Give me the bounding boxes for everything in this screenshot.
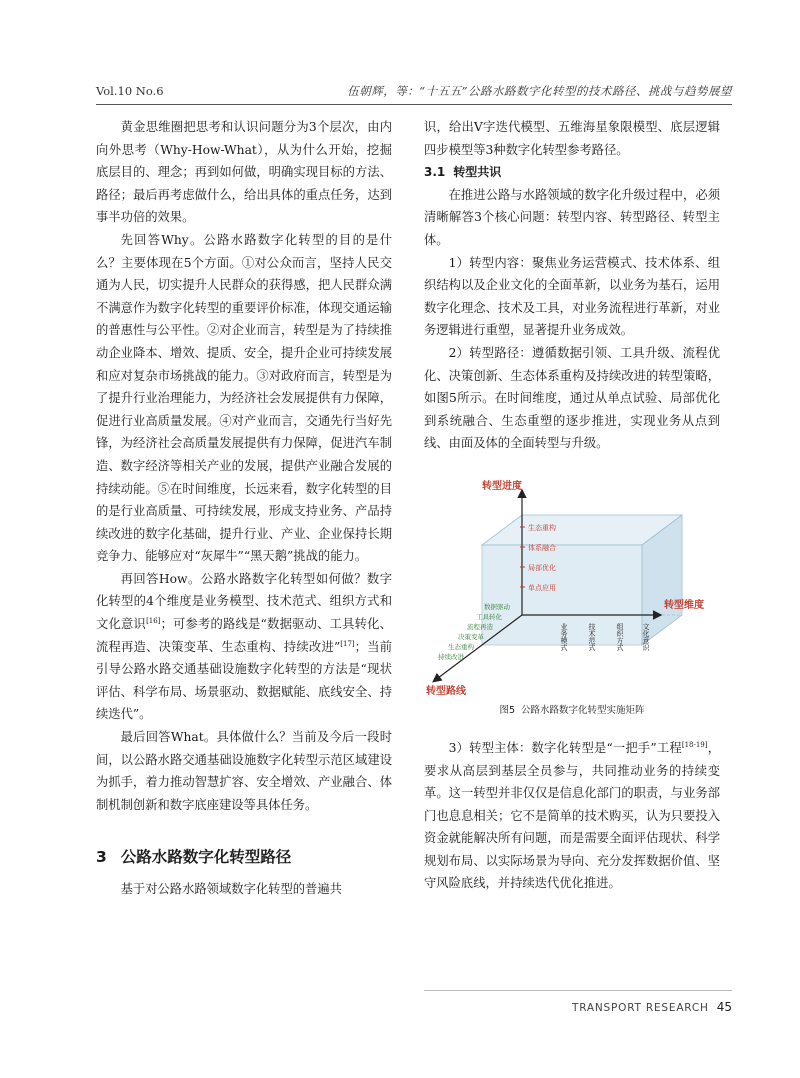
path-step-label: 工具转化 [476, 612, 502, 621]
paragraph [96, 568, 392, 726]
text-segment: 再回答How。公路水路数字化转型如何做？数字化转型的4个维度是业务模型、技术范式、组织方式和文化意识 [96, 571, 392, 632]
path-step-label: 数据驱动 [484, 602, 510, 611]
section-title: 公路水路数字化转型路径 [120, 848, 292, 867]
footer-rule [424, 990, 732, 991]
paragraph: 先回答Why。公路水路数字化转型的目的是什么？主要体现在5个方面。①对公众而言，坚持人民交通为人民，切实提升人民群众的获得感，把人民群众满不满意作为数字化转型的重要评价标准，体现交通运输的普惠性与公平性。②对企业而言，转型是为了持续推动企业降本、增效、提质、安全，提升企业可持续发展和应对复杂市场挑战的能力。③对政府而言，转型是为了提升行业治理能力，为经济社会发展提供有力保障，促进行业高质量发展。④对产业而言，交通先行当好先锋，为经济社会高质量发展提供有力保障，促进汽车制造、数字经济等相关产业的发展，提供产业融合发展的持续动能。⑤在时间维度，长远来看，数字化转型的目的是行业高质量、可持续发展，形成支持业务、产品持续改进的数字化基础，提升行业、产业、企业保持长期竞争力、能够应对“灰犀牛”“黑天鹅”挑战的能力。 [96, 232, 392, 564]
running-title: 伍朝辉，等：“十五五”公路水路数字化转型的技术路径、挑战与趋势展望 [347, 84, 732, 98]
figure-caption-text: 公路水路数字化转型实施矩阵 [521, 704, 645, 716]
axis-label-dimension: 转型维度 [664, 599, 704, 611]
implementation-matrix-diagram [424, 477, 720, 697]
dimension-label: 技术范式 [588, 622, 596, 651]
citation: [16] [146, 616, 161, 625]
path-step-label: 决策变革 [458, 632, 484, 641]
axis-label-path: 转型路线 [426, 685, 466, 697]
progress-level-label: 体系融合 [528, 543, 556, 552]
volume-label: Vol.10 No.6 [96, 84, 164, 98]
citation: [18-19] [681, 740, 708, 749]
citation: [17] [340, 639, 355, 648]
right-column [424, 116, 720, 895]
progress-level-label: 局部优化 [528, 563, 556, 572]
text-segment: ，要求从高层到基层全员参与，共同推动业务的持续变革。这一转型并非仅仅是信息化部门的职责，与业务部门也息息相关；它不是简单的技术购买，认为只要投入资金就能解决所有问题，而是需要全面评估现状、科学规划布局、以实际场景为导向、充分发挥数据价值、坚守风险底线，并持续迭代优化推进。 [424, 740, 720, 891]
path-step-label: 生态重构 [448, 642, 474, 651]
paragraph: 最后回答What。具体做什么？当前及今后一段时间，以公路水路交通基础设施数字化转型示范区域建设为抓手，着力推动智慧扩容、安全增效、产业融合、体制机制创新和数字底座建设等具体任务。 [96, 730, 392, 812]
figure-number: 图5 [499, 704, 515, 716]
paragraph: 识，给出V字迭代模型、五维海星象限模型、底层逻辑四步模型等3种数字化转型参考路径。 [424, 120, 720, 157]
progress-level-label: 单点应用 [528, 583, 556, 592]
dimension-label: 文化意识 [642, 622, 650, 651]
dimension-label: 业务模式 [560, 622, 568, 651]
text-segment: ；可参考的路线是“数据驱动、工具转化、流程再造、决策变革、生态重构、持续改进” [96, 617, 392, 654]
progress-level-label: 生态重构 [528, 523, 556, 532]
axis-label-progress: 转型进度 [482, 480, 522, 492]
paragraph: 1）转型内容：聚焦业务运营模式、技术体系、组织结构以及企业文化的全面革新，以业务为基石，运用数字化理念、技术及工具，对业务流程进行革新，对业务逻辑进行重塑，显著提升业务成效。 [424, 255, 720, 338]
path-step-label: 持续改进 [438, 652, 464, 661]
header-rule [96, 104, 732, 105]
figure-caption [424, 703, 720, 719]
journal-name: TRANSPORT RESEARCH [572, 1002, 709, 1014]
page-number: 45 [716, 1000, 732, 1014]
paragraph [424, 737, 720, 895]
paragraph: 黄金思维圈把思考和认识问题分为3个层次，由内向外思考（Why-How-What），从为什么开始，挖掘底层目的、理念；再到如何做，明确实现目标的方法、路径；最后再考虑做什么，给出具体的重点任务，达到事半功倍的效果。 [96, 120, 392, 225]
subsection-number: 3.1 [424, 165, 446, 180]
subsection-title: 转型共识 [453, 165, 502, 180]
left-column [96, 116, 392, 901]
paragraph: 2）转型路径：遵循数据引领、工具升级、流程优化、决策创新、生态体系重构及持续改进的转型策略，如图5所示。在时间维度，通过从单点试验、局部优化到系统融合、生态重塑的逐步推进，实现业务从点到线、由面及体的全面转型与升级。 [424, 345, 720, 451]
page-header [96, 80, 732, 102]
section-number: 3 [96, 848, 107, 867]
section-heading [96, 844, 392, 870]
figure-5 [424, 477, 720, 697]
paragraph: 基于对公路水路领域数字化转型的普遍共 [120, 882, 342, 897]
paragraph: 在推进公路与水路领域的数字化升级过程中，必须清晰解答3个核心问题：转型内容、转型路径、转型主体。 [424, 187, 720, 247]
page-footer [572, 1000, 732, 1014]
path-step-label: 流程再造 [467, 622, 493, 631]
subsection-heading [424, 161, 720, 184]
text-segment: ；当前引导公路水路交通基础设施数字化转型的方法是“现状评估、科学布局、场景驱动、数据赋能、底线安全、持续迭代”。 [96, 639, 392, 722]
text-segment: 3）转型主体：数字化转型是“一把手”工程 [448, 740, 682, 755]
dimension-label: 组织方式 [616, 622, 624, 651]
